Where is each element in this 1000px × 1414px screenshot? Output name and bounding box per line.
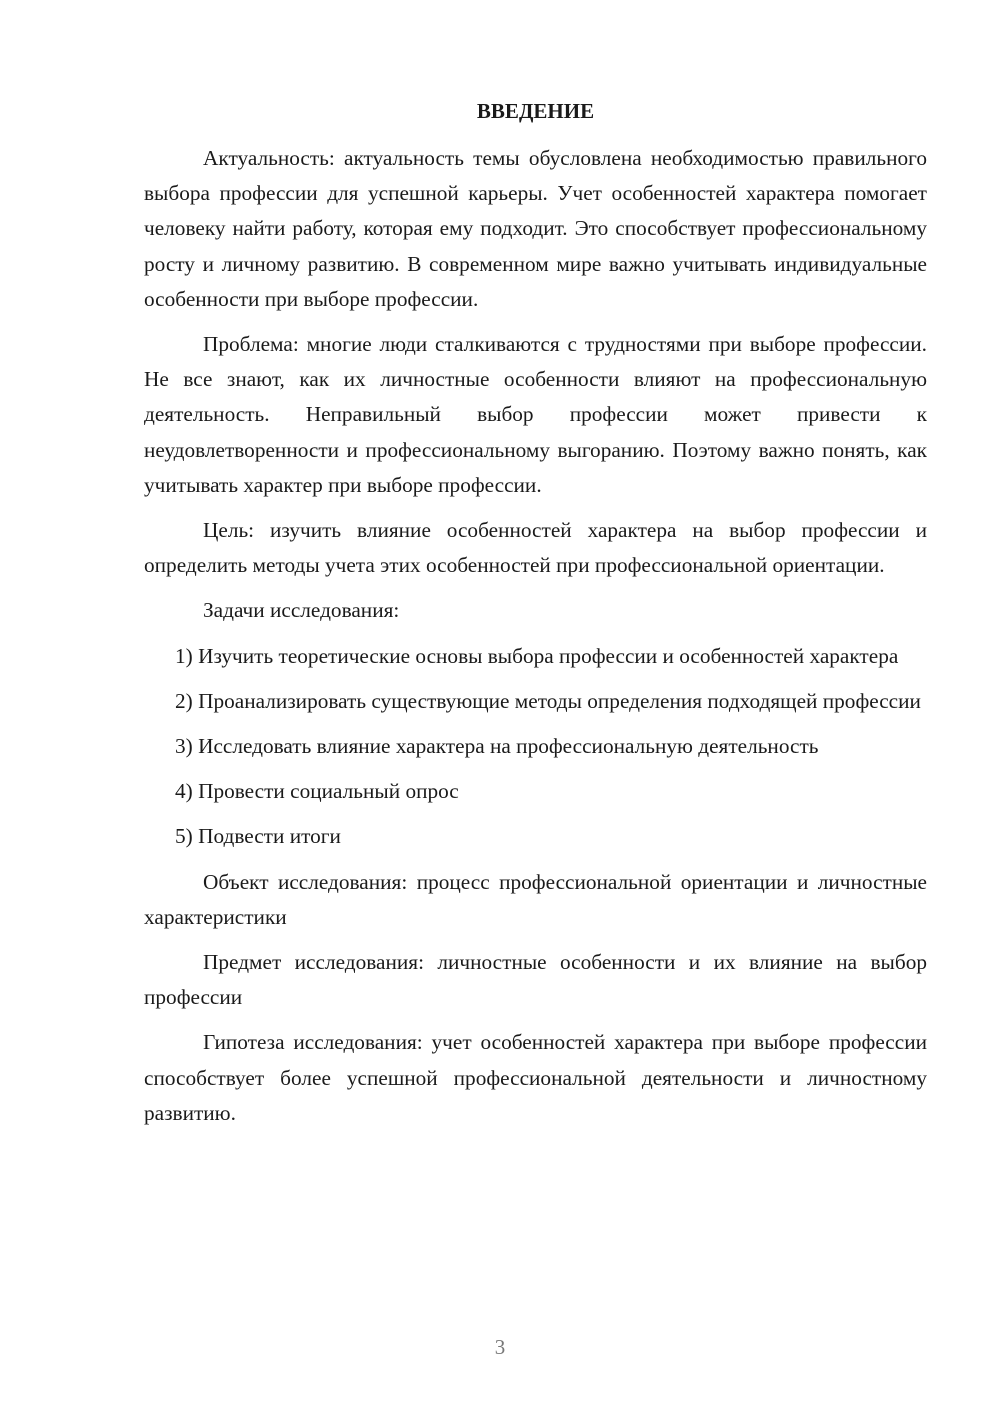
paragraph-relevance: Актуальность: актуальность темы обусловлена необходимостью правильного выбора профессии для успешной карьеры. Учет особенностей характера помогает человеку найти работу, которая ему подходит. Это способствует профессиональному росту и личному развитию. В современном мире важно учитывать индивидуальные особенности при выборе профессии. <box>144 146 927 311</box>
paragraph-object: Объект исследования: процесс профессиональной ориентации и личностные характеристики <box>144 869 927 929</box>
list-item: 2) Проанализировать существующие методы определения подходящей профессии <box>175 688 921 713</box>
tasks-list <box>144 639 927 855</box>
list-item: 1) Изучить теоретические основы выбора профессии и особенностей характера <box>175 643 899 668</box>
document-page <box>144 0 927 1414</box>
paragraph-goal: Цель: изучить влияние особенностей характера на выбор профессии и определить методы учета этих особенностей при профессиональной ориентации. <box>144 518 927 578</box>
paragraph-problem: Проблема: многие люди сталкиваются с трудностями при выборе профессии. Не все знают, как их личностные особенности влияют на профессиональную деятельность. Неправильный выбор профессии может привести к неудовлетворенности и профессиональному выгоранию. Поэтому важно понять, как учитывать характер при выборе профессии. <box>144 332 927 497</box>
list-item: 3) Исследовать влияние характера на профессиональную деятельность <box>175 734 819 759</box>
page-title: ВВЕДЕНИЕ <box>476 99 595 123</box>
document-body <box>144 141 927 1141</box>
tasks-heading: Задачи исследования: <box>203 598 400 623</box>
paragraph-hypothesis: Гипотеза исследования: учет особенностей характера при выборе профессии способствует более успешной профессиональной деятельности и личностному развитию. <box>144 1030 927 1125</box>
list-item: 5) Подвести итоги <box>175 824 341 849</box>
page-number: 3 <box>494 1335 506 1359</box>
list-item: 4) Провести социальный опрос <box>175 779 459 804</box>
paragraph-subject: Предмет исследования: личностные особенности и их влияние на выбор профессии <box>144 950 927 1010</box>
